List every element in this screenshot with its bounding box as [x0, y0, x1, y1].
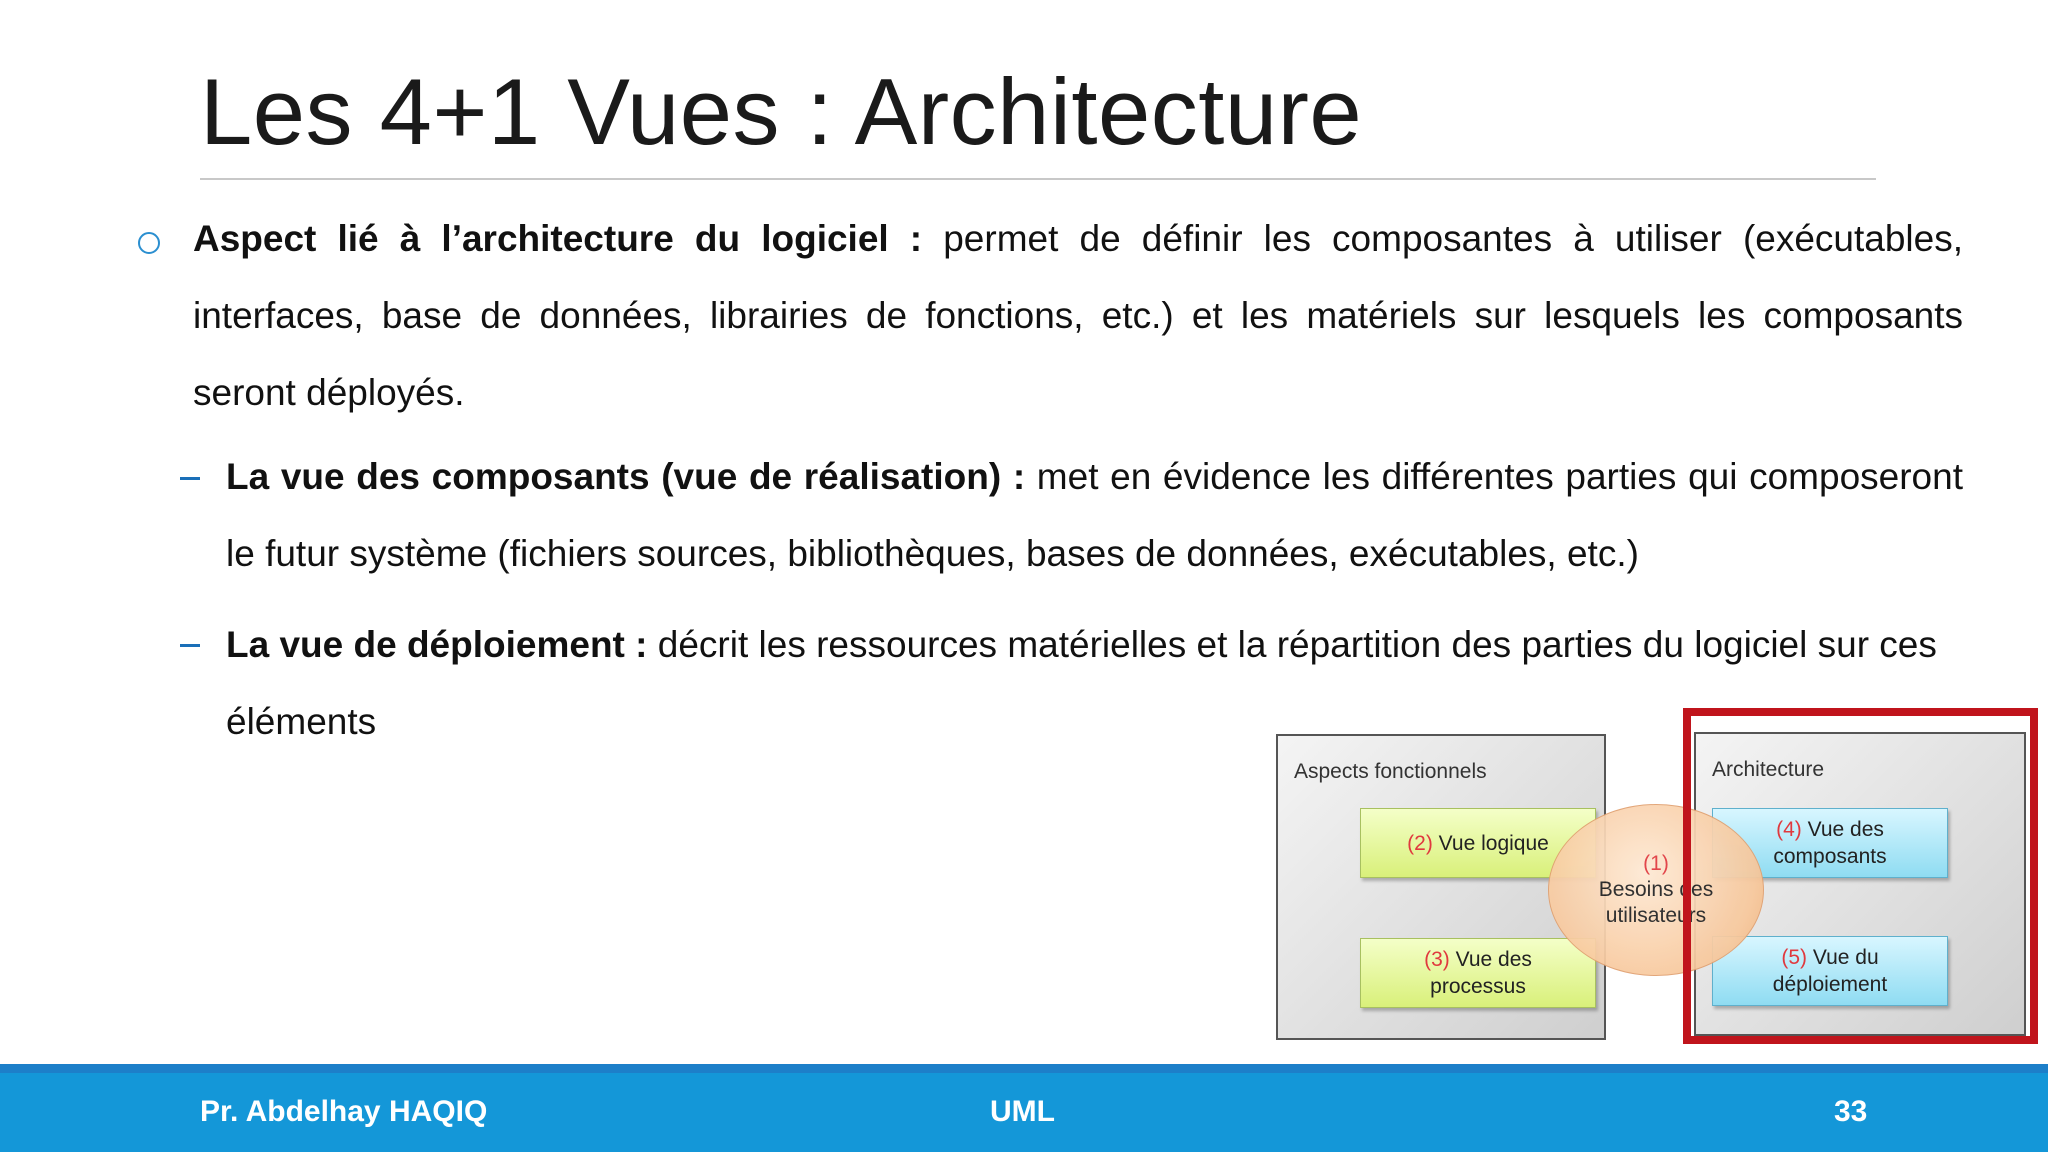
architecture-highlight-frame: [1683, 708, 2038, 1044]
footer-author: Pr. Abdelhay HAQIQ: [200, 1095, 488, 1128]
bullet-dash-icon: [180, 477, 200, 480]
footer-course: UML: [990, 1095, 1055, 1128]
box2-label: Vue logique: [1432, 831, 1549, 855]
bullet-sub1-text: met en évidence les différentes parties qui composeront le futur système (fichiers sources, bibliothèques, bases de données, exécutables, etc.): [226, 456, 1963, 574]
box4-label2: composants: [1773, 845, 1887, 868]
box3-label1: Vue des: [1449, 948, 1532, 971]
slide-title: Les 4+1 Vues : Architecture: [200, 59, 1363, 164]
bullet-sub2-text: décrit les ressources matérielles et la répartition des parties du logiciel sur ces éléments: [226, 624, 1937, 742]
bullet-circle-icon: [138, 232, 160, 254]
footer-bar: [0, 1073, 2048, 1152]
box5-label2: déploiement: [1772, 973, 1888, 996]
box4-label1: Vue des: [1801, 818, 1884, 841]
box-vue-processus: [1360, 938, 1596, 1008]
bullet-sub2-heading: La vue de déploiement :: [226, 624, 648, 665]
panel-label-architecture: Architecture: [1712, 758, 1825, 781]
bullet-sub1-heading: La vue des composants (vue de réalisation) :: [226, 456, 1026, 497]
footer-page-number: 33: [1834, 1095, 1868, 1128]
bullet-main: [193, 200, 1963, 431]
box3-label2: processus: [1430, 975, 1526, 998]
box2-number: (2): [1407, 831, 1433, 855]
box5-label1: Vue du: [1807, 946, 1879, 969]
views-diagram: [1276, 712, 2038, 1052]
box4-number: (4): [1776, 818, 1802, 841]
title-divider: [200, 178, 1876, 180]
bullet-sub-composants: [226, 438, 1963, 592]
bullet-main-heading: Aspect lié à l’architecture du logiciel :: [193, 218, 923, 259]
center-number: (1): [1643, 852, 1669, 875]
box5-number: (5): [1781, 946, 1808, 969]
center-label2: utilisateurs: [1605, 904, 1707, 927]
panel-label-aspects: Aspects fonctionnels: [1294, 760, 1487, 783]
bullet-dash-icon: [180, 644, 200, 647]
bullet-main-text: permet de définir les composantes à utiliser (exécutables, interfaces, base de données, librairies de fonctions, etc.) et les matériels sur lesquels les composants seront déployés.: [193, 218, 1964, 413]
box3-number: (3): [1424, 948, 1450, 971]
center-label1: Besoins des: [1598, 878, 1714, 901]
footer-accent-line: [0, 1064, 2048, 1073]
